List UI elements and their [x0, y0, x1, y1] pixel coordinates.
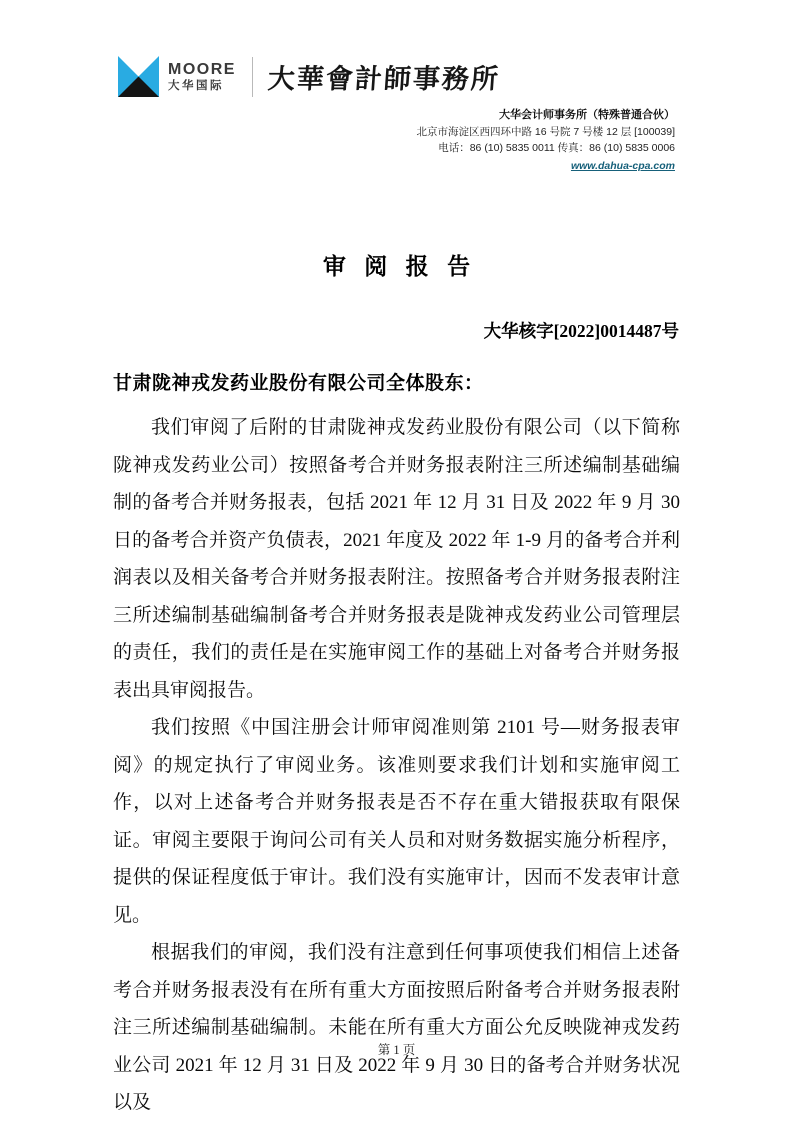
firm-phone-fax: 电话：86 (10) 5835 0011 传真：86 (10) 5835 0006	[438, 142, 675, 154]
firm-legal-name: 大华会计师事务所（特殊普通合伙）	[499, 109, 675, 121]
report-title: 审 阅 报 告	[322, 253, 477, 279]
firm-website-link[interactable]: www.dahua-cpa.com	[570, 159, 675, 172]
firm-address: 北京市海淀区西四环中路 16 号院 7 号楼 12 层 [100039]	[416, 125, 675, 138]
report-addressee: 甘肃陇神戎发药业股份有限公司全体股东：	[113, 373, 484, 394]
firm-calligraphy-name: 大華會計師事務所	[266, 64, 501, 94]
brand-name: MOORE	[168, 60, 236, 78]
brand-header	[118, 56, 500, 97]
moore-logo-icon	[118, 56, 159, 97]
report-reference-number: 大华核字[2022]0014487号	[483, 321, 679, 341]
body-paragraph-1: 我们审阅了后附的甘肃陇神戎发药业股份有限公司（以下简称陇神戎发药业公司）按照备考合并财务报表附注三所述编制基础编制的备考合并财务报表，包括 2021 年 12 月 31 日及 2022 年 9 月 30 日的备考合并资产负债表，2021 年度及 2022 年 1-9 月的备考合并利润表以及相关备考合并财务报表附注。按照备考合并财务报表附注三所述编制基础编制备考合并财务报表是陇神戎发药业公司管理层的责任，我们的责任是在实施审阅工作的基础上对备考合并财务报表出具审阅报告。	[113, 417, 680, 701]
body-paragraph-2: 我们按照《中国注册会计师审阅准则第 2101 号—财务报表审阅》的规定执行了审阅业务。该准则要求我们计划和实施审阅工作，以对上述备考合并财务报表是否不存在重大错报获取有限保证。审阅主要限于询问公司有关人员和对财务数据实施分析程序，提供的保证程度低于审计。我们没有实施审计，因而不发表审计意见。	[113, 717, 680, 926]
page-number: 第 1 页	[377, 1043, 416, 1057]
firm-contact-block	[417, 107, 676, 174]
brand-divider	[252, 57, 253, 97]
report-body	[113, 409, 680, 1122]
brand-wordmark	[168, 61, 236, 93]
body-paragraph-3: 根据我们的审阅，我们没有注意到任何事项使我们相信上述备考合并财务报表没有在所有重大方面按照后附备考合并财务报表附注三所述编制基础编制。未能在所有重大方面公允反映陇神戎发药业公司 2021 年 12 月 31 日及 2022 年 9 月 30 日的备考合并财务状况以及	[113, 942, 680, 1113]
brand-region: 大华国际	[168, 79, 224, 92]
